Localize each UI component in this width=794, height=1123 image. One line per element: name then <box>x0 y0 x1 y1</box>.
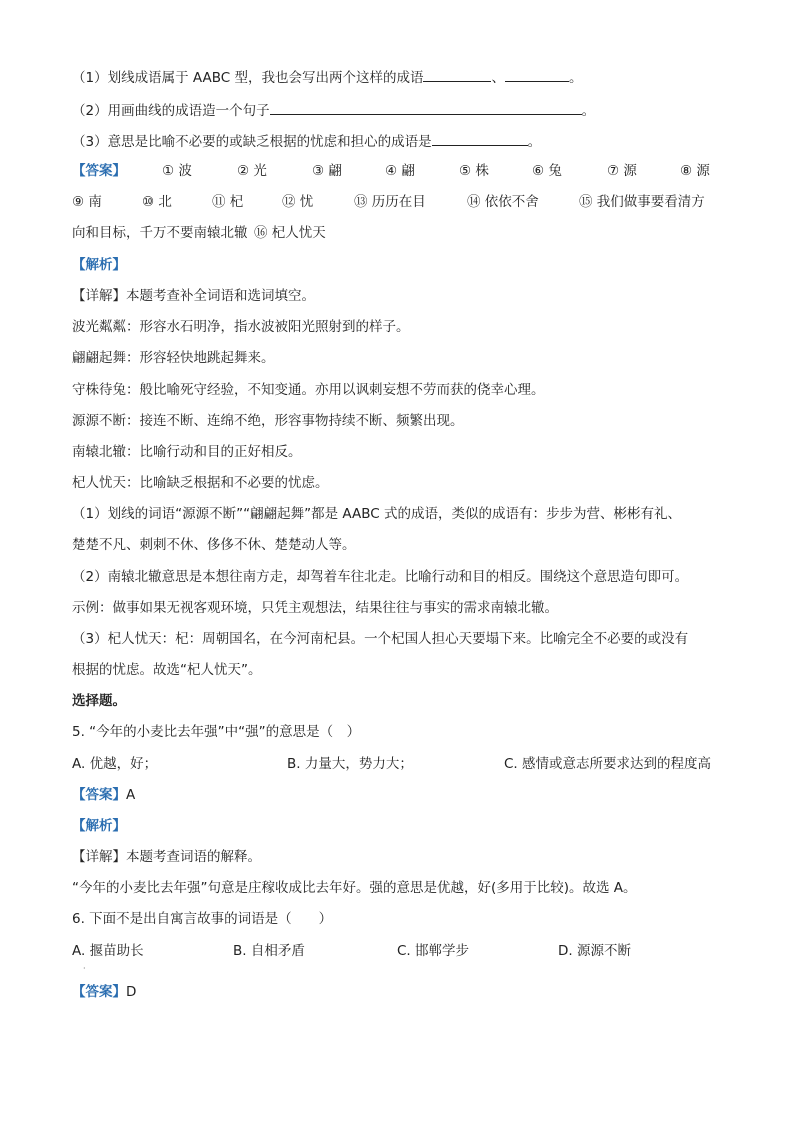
answer-item: ⑩ 北 <box>142 194 172 210</box>
answer-item: ① 波 <box>162 163 192 179</box>
answer-item: 向和目标，千万不要南辕北辙 <box>72 225 248 241</box>
analysis-line: 【详解】本题考查词语的解释。 <box>72 849 261 865</box>
answer-blank <box>423 67 491 82</box>
answer-row-3 <box>72 224 732 242</box>
answer-item: ⑪ 杞 <box>212 194 244 210</box>
q6-options <box>72 942 732 960</box>
q4-sub3 <box>72 131 732 151</box>
answer-item: ⑬ 历历在目 <box>354 194 426 210</box>
q4-sub3-text: （3）意思是比喻不必要的或缺乏根据的忧虑和担心的成语是 <box>72 134 432 150</box>
answer-item: ⑫ 忧 <box>282 194 314 210</box>
q4-sub1 <box>72 67 732 87</box>
answer-row-1 <box>72 162 732 180</box>
q4-sub2-text: （2）用画曲线的成语造一个句子 <box>72 103 270 119</box>
period: 。 <box>568 70 583 86</box>
answer-item: ⑮ 我们做事要看清方 <box>579 194 705 210</box>
q5-answer <box>72 786 732 804</box>
q4-sub2 <box>72 100 732 120</box>
answer-blank <box>505 67 569 82</box>
analysis-line: 南辕北辙：比喻行动和目的正好相反。 <box>72 444 302 460</box>
option-b: B. 自相矛盾 <box>233 943 305 959</box>
q4-sub1-text: （1）划线成语属于 AABC 型，我也会写出两个这样的成语 <box>72 70 424 86</box>
option-c: C. 邯郸学步 <box>397 943 470 959</box>
period: 。 <box>527 134 542 150</box>
analysis-tag: 【解析】 <box>72 818 126 834</box>
analysis-line: “今年的小麦比去年强”句意是庄稼收成比去年好。强的意思是优越，好(多用于比较)。故选 A。 <box>72 880 637 896</box>
answer-item: ⑤ 株 <box>459 163 489 179</box>
answer-item: ② 光 <box>237 163 267 179</box>
analysis-line: 波光粼粼：形容水石明净，指水波被阳光照射到的样子。 <box>72 319 410 335</box>
option-d: D. 源源不断 <box>558 943 631 959</box>
q5-stem: 5. “今年的小麦比去年强”中“强”的意思是（ ） <box>72 724 361 740</box>
analysis-line: 楚楚不凡、刺刺不休、侈侈不休、楚楚动人等。 <box>72 537 356 553</box>
answer-value: A <box>126 787 136 803</box>
q6-answer <box>72 983 732 1001</box>
answer-tag: 【答案】 <box>72 163 126 179</box>
option-b: B. 力量大，势力大； <box>287 756 413 772</box>
analysis-line: 【详解】本题考查补全词语和选词填空。 <box>72 288 315 304</box>
answer-item: ⑨ 南 <box>72 194 102 210</box>
answer-tag: 【答案】 <box>72 787 126 803</box>
answer-tag: 【答案】 <box>72 984 126 1000</box>
analysis-line: （2）南辕北辙意思是本想往南方走，却驾着车往北走。比喻行动和目的相反。围绕这个意思造句即可。 <box>72 569 689 585</box>
option-a: A. 优越，好； <box>72 756 158 772</box>
answer-item: ⑦ 源 <box>607 163 637 179</box>
analysis-line: 守株待兔：般比喻死守经验，不知变通。亦用以讽刺妄想不劳而获的侥幸心理。 <box>72 382 545 398</box>
answer-item: ⑥ 兔 <box>532 163 562 179</box>
stray-mark: · <box>83 964 86 973</box>
analysis-line: 源源不断：接连不断、连绵不绝，形容事物持续不断、频繁出现。 <box>72 413 464 429</box>
answer-blank <box>432 131 528 146</box>
answer-item: ③ 翩 <box>312 163 342 179</box>
analysis-line: （1）划线的词语“源源不断”“翩翩起舞”都是 AABC 式的成语，类似的成语有：步步为营、彬彬有礼、 <box>72 506 681 522</box>
answer-item: ⑯ 杞人忧天 <box>254 225 326 241</box>
period: 。 <box>581 103 596 119</box>
answer-blank <box>270 100 582 115</box>
separator: 、 <box>491 70 505 86</box>
answer-item: ⑧ 源 <box>680 163 710 179</box>
answer-item: ⑭ 依依不舍 <box>467 194 539 210</box>
analysis-line: 翩翩起舞：形容轻快地跳起舞来。 <box>72 350 275 366</box>
analysis-line: 杞人忧天：比喻缺乏根据和不必要的忧虑。 <box>72 475 329 491</box>
answer-value: D <box>126 984 137 1000</box>
analysis-line: 示例：做事如果无视客观环境，只凭主观想法，结果往往与事实的需求南辕北辙。 <box>72 600 558 616</box>
q5-options <box>72 755 732 773</box>
analysis-tag: 【解析】 <box>72 257 126 273</box>
option-a: A. 揠苗助长 <box>72 943 144 959</box>
q6-stem: 6. 下面不是出自寓言故事的词语是（ ） <box>72 911 333 927</box>
analysis-line: （3）杞人忧天：杞：周朝国名，在今河南杞县。一个杞国人担心天要塌下来。比喻完全不必要的或没有 <box>72 631 689 647</box>
answer-row-2 <box>72 193 732 211</box>
option-c: C. 感情或意志所要求达到的程度高 <box>504 756 712 772</box>
analysis-line: 根据的忧虑。故选“杞人忧天”。 <box>72 662 262 678</box>
section-title: 选择题。 <box>72 693 126 709</box>
answer-item: ④ 翩 <box>385 163 415 179</box>
